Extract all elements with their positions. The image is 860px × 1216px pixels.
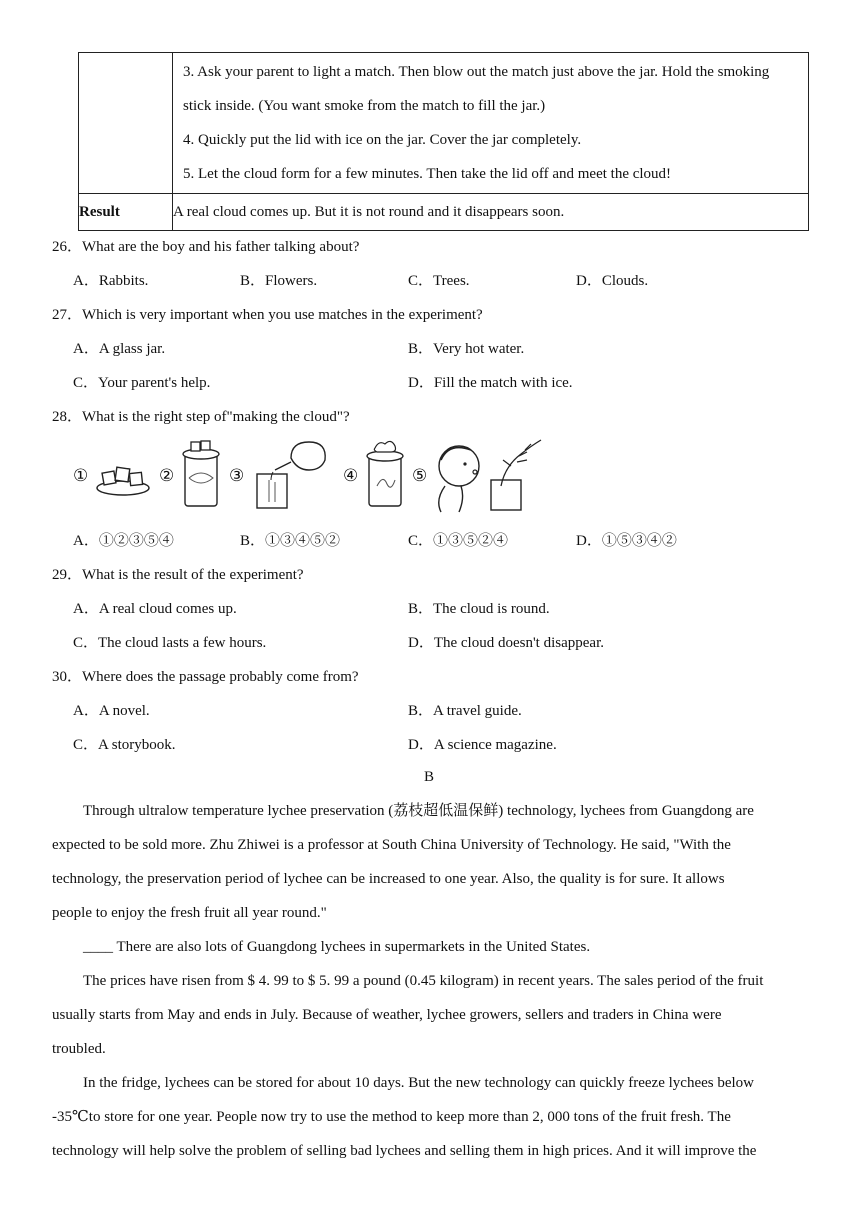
option-a: A．Rabbits. (73, 273, 149, 289)
paragraph-line: technology will help solve the problem of selling bad lychees and selling them in high prices. And it will improve the (52, 1143, 757, 1159)
option-c: C．The cloud lasts a few hours. (73, 635, 267, 651)
paragraph-line: In the fridge, lychees can be stored for about 10 days. But the new technology can quickly freeze lychees below (83, 1075, 755, 1091)
pic-label: ③ (229, 466, 245, 485)
option-a: A．A real cloud comes up. (73, 601, 237, 617)
paragraph (52, 964, 812, 1066)
child-blowing-match-icon (431, 436, 547, 514)
question-stem: 28．What is the right step of"making the cloud"? (52, 409, 350, 425)
paragraph-line: troubled. (52, 1041, 106, 1057)
paragraph-line: The prices have risen from $ 4. 99 to $ 5. 99 a pound (0.45 kilogram) in recent years. The sales period of the fruit (83, 973, 764, 989)
paragraph-line: people to enjoy the fresh fruit all year round." (52, 905, 327, 921)
step-line: 4. Quickly put the lid with ice on the jar. Cover the jar completely. (183, 132, 582, 148)
pic-label: ① (73, 466, 89, 485)
option-a: A．A glass jar. (73, 341, 166, 357)
steps-table (78, 52, 809, 231)
jar-with-cloud-icon (363, 438, 409, 510)
question-stem: 26．What are the boy and his father talking about? (52, 239, 360, 255)
option-b: B．Very hot water. (408, 341, 525, 357)
option-d: D．Fill the match with ice. (408, 375, 573, 391)
result-label: Result (79, 194, 173, 231)
step-line: 3. Ask your parent to light a match. Then blow out the match just above the jar. Hold the smoking (183, 64, 770, 80)
paragraph (52, 930, 812, 964)
option-a: A．A novel. (73, 703, 150, 719)
question-stem: 29．What is the result of the experiment? (52, 567, 304, 583)
jar-with-lid-icon (179, 438, 223, 510)
table-row (79, 53, 809, 194)
option-c: C．A storybook. (73, 737, 176, 753)
table-row (79, 194, 809, 231)
option-a: A．①②③⑤④ (73, 533, 174, 549)
option-b: B．Flowers. (240, 273, 318, 289)
paragraph (52, 1066, 812, 1168)
step-line: 5. Let the cloud form for a few minutes. Then take the lid off and meet the cloud! (183, 166, 672, 182)
question-stem: 27．Which is very important when you use matches in the experiment? (52, 307, 483, 323)
ice-cubes-plate-icon (95, 458, 151, 498)
pic-label: ② (159, 466, 175, 485)
paragraph-line: -35℃to store for one year. People now try to use the method to keep more than 2, 000 tons of the fruit fresh. The (52, 1109, 731, 1125)
step-pictures (73, 436, 553, 520)
paragraph-line: usually starts from May and ends in July. Because of weather, lychee growers, sellers and traders in China were (52, 1007, 722, 1023)
paragraph-line: ____ There are also lots of Guangdong lychees in supermarkets in the United States. (83, 939, 591, 955)
pic-label: ⑤ (412, 466, 428, 485)
steps-cell (173, 53, 809, 194)
paragraph-line: technology, the preservation period of lychee can be increased to one year. Also, the quality is for sure. It allows (52, 871, 725, 887)
kettle-pouring-icon (251, 436, 329, 512)
section-heading: B (424, 769, 435, 785)
pic-label: ④ (343, 466, 359, 485)
option-d: D．①⑤③④② (576, 533, 677, 549)
paragraph-line: expected to be sold more. Zhu Zhiwei is a professor at South China University of Technology. He said, "With the (52, 837, 731, 853)
option-b: B．①③④⑤② (240, 533, 341, 549)
option-b: B．The cloud is round. (408, 601, 550, 617)
option-d: D．The cloud doesn't disappear. (408, 635, 604, 651)
option-c: C．①③⑤②④ (408, 533, 509, 549)
option-c: C．Trees. (408, 273, 470, 289)
step-line: stick inside. (You want smoke from the match to fill the jar.) (183, 98, 546, 114)
question-stem: 30．Where does the passage probably come from? (52, 669, 359, 685)
option-d: D．Clouds. (576, 273, 649, 289)
paragraph-line: Through ultralow temperature lychee preservation (荔枝超低温保鲜) technology, lychees from Guangdong are (83, 803, 754, 819)
option-d: D．A science magazine. (408, 737, 557, 753)
option-c: C．Your parent's help. (73, 375, 211, 391)
paragraph (52, 794, 812, 930)
option-b: B．A travel guide. (408, 703, 522, 719)
result-text: A real cloud comes up. But it is not round and it disappears soon. (173, 194, 809, 231)
table-label-cell (79, 53, 173, 194)
